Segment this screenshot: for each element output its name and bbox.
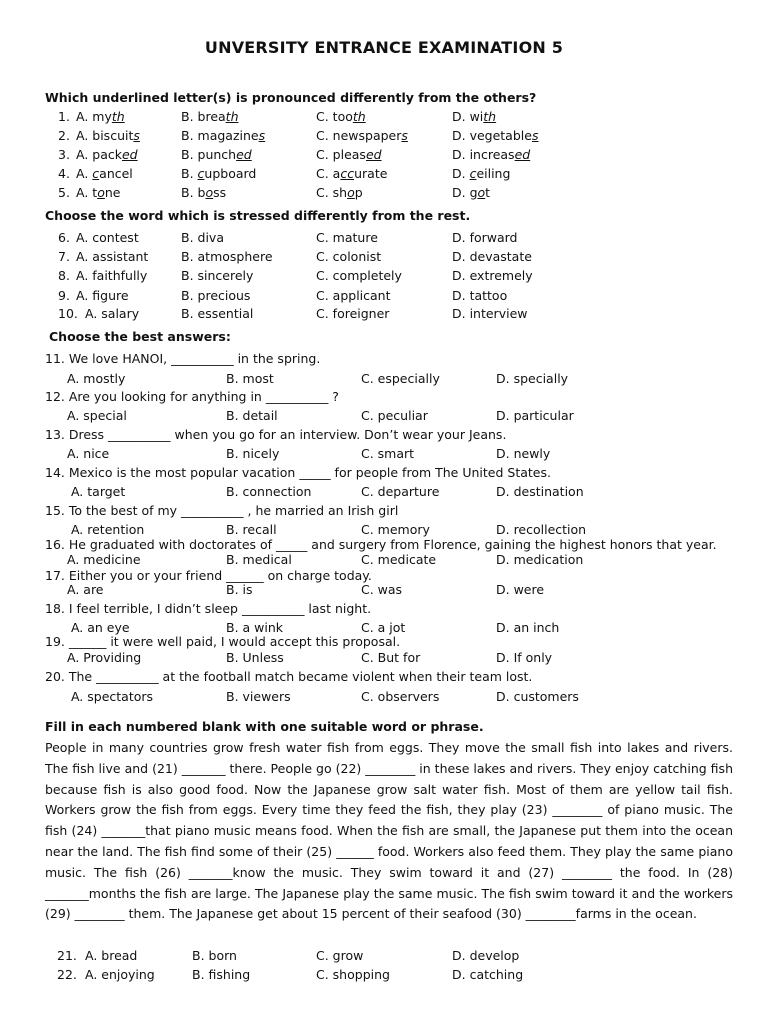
- answer-option: C. completely: [316, 268, 402, 283]
- answer-option: C. smart: [361, 446, 415, 461]
- answer-option: C. applicant: [316, 288, 391, 303]
- answer-option: [76, 185, 120, 200]
- answer-option: D. specially: [496, 371, 569, 386]
- answer-option: D. particular: [496, 408, 574, 423]
- underlined-letters: o: [347, 185, 355, 200]
- answer-option: B. recall: [226, 522, 277, 537]
- underlined-letters: cc: [340, 166, 355, 181]
- answer-option: B. diva: [181, 230, 224, 245]
- answer-option: C. peculiar: [361, 408, 428, 423]
- question-number: 5.: [58, 185, 70, 200]
- answer-option: D. catching: [452, 967, 524, 982]
- answer-option: D. tattoo: [452, 288, 508, 303]
- answer-option: A. salary: [85, 306, 140, 321]
- answer-option: [76, 147, 138, 162]
- answer-option: B. precious: [181, 288, 251, 303]
- question-number: 3.: [58, 147, 70, 162]
- answer-option: C. medicate: [361, 552, 437, 567]
- answer-option: A. assistant: [76, 249, 149, 264]
- question-text: 12. Are you looking for anything in __________ ?: [45, 389, 339, 404]
- underlined-letters: o: [205, 185, 214, 200]
- answer-row: [0, 484, 768, 502]
- answer-option: A. retention: [67, 522, 145, 537]
- underlined-letters: th: [111, 109, 125, 124]
- answer-option: C. memory: [361, 522, 430, 537]
- answer-option: B. sincerely: [181, 268, 254, 283]
- answer-option: [76, 109, 125, 124]
- answer-option: [181, 185, 226, 200]
- underlined-letters: s: [531, 128, 539, 143]
- answer-option: D. develop: [452, 948, 520, 963]
- option-text: A. my: [76, 109, 112, 124]
- answer-option: D. medication: [496, 552, 584, 567]
- underlined-letters: c: [197, 166, 205, 181]
- underlined-letters: o: [97, 185, 105, 200]
- question-text: 19. ______ it were well paid, I would accept this proposal.: [45, 634, 401, 649]
- question-row: [0, 230, 768, 248]
- option-text: upboard: [204, 166, 257, 181]
- answer-option: A. Providing: [67, 650, 142, 665]
- section-3-heading: Choose the best answers:: [49, 329, 231, 344]
- answer-option: D. devastate: [452, 249, 532, 264]
- answer-option: C. departure: [361, 484, 440, 499]
- answer-option: D. customers: [496, 689, 579, 704]
- option-text: t: [485, 185, 491, 200]
- question-number: 22.: [57, 967, 77, 982]
- answer-option: A. figure: [76, 288, 129, 303]
- answer-option: [181, 147, 252, 162]
- answer-option: B. medical: [226, 552, 292, 567]
- answer-option: A. bread: [85, 948, 138, 963]
- question-number: 7.: [58, 249, 70, 264]
- answer-option: C. foreigner: [316, 306, 390, 321]
- question-text: 17. Either you or your friend ______ on charge today.: [45, 568, 372, 583]
- question-text: 11. We love HANOI, __________ in the spring.: [45, 351, 321, 366]
- question-text: 16. He graduated with doctorates of _____ and surgery from Florence, gaining the highest honors that year.: [45, 537, 717, 552]
- answer-option: B. most: [226, 371, 274, 386]
- option-text: C. a: [316, 166, 341, 181]
- underlined-letters: s: [133, 128, 140, 143]
- section-2-heading: Choose the word which is stressed differently from the rest.: [45, 208, 471, 223]
- question-row: [0, 166, 768, 184]
- option-text: A. pack: [76, 147, 122, 162]
- option-text: C. newspaper: [316, 128, 402, 143]
- question-number: 21.: [57, 948, 77, 963]
- answer-option: A. mostly: [67, 371, 126, 386]
- answer-option: B. fishing: [192, 967, 251, 982]
- answer-row: [0, 446, 768, 464]
- underlined-letters: th: [483, 109, 497, 124]
- option-text: p: [354, 185, 363, 200]
- answer-option: [452, 128, 538, 143]
- option-text: D. increas: [452, 147, 515, 162]
- question-number: 4.: [58, 166, 70, 181]
- question-row: [0, 948, 768, 966]
- answer-option: [76, 128, 140, 143]
- answer-option: A. an eye: [67, 620, 130, 635]
- answer-option: D. interview: [452, 306, 528, 321]
- answer-row: [0, 689, 768, 707]
- underlined-letters: o: [477, 185, 486, 200]
- question-row: [0, 109, 768, 127]
- answer-option: A. medicine: [67, 552, 141, 567]
- underlined-letters: th: [225, 109, 239, 124]
- question-number: 8.: [58, 268, 70, 283]
- option-text: urate: [354, 166, 388, 181]
- answer-option: [316, 166, 387, 181]
- question-number: 10.: [58, 306, 78, 321]
- option-text: C. sh: [316, 185, 348, 200]
- question-number: 1.: [58, 109, 70, 124]
- answer-option: D. recollection: [496, 522, 587, 537]
- answer-option: [452, 166, 510, 181]
- answer-option: C. shopping: [316, 967, 390, 982]
- option-text: A. t: [76, 185, 98, 200]
- option-text: D. g: [452, 185, 478, 200]
- answer-option: C. especially: [361, 371, 440, 386]
- option-text: A.: [76, 166, 93, 181]
- answer-option: D. forward: [452, 230, 518, 245]
- answer-option: [181, 128, 265, 143]
- question-text: 14. Mexico is the most popular vacation _____ for people from The United States.: [45, 465, 551, 480]
- option-text: ss: [213, 185, 227, 200]
- section-1-heading: Which underlined letter(s) is pronounced differently from the others?: [45, 90, 537, 105]
- section-4-heading: Fill in each numbered blank with one suitable word or phrase.: [45, 719, 484, 734]
- option-text: C. pleas: [316, 147, 366, 162]
- question-row: [0, 185, 768, 203]
- question-row: [0, 147, 768, 165]
- answer-row: [0, 650, 768, 668]
- answer-row: [0, 582, 768, 600]
- answer-option: D. newly: [496, 446, 551, 461]
- question-text: 18. I feel terrible, I didn’t sleep __________ last night.: [45, 601, 372, 616]
- answer-option: D. extremely: [452, 268, 533, 283]
- option-text: eiling: [476, 166, 511, 181]
- underlined-letters: c: [92, 166, 100, 181]
- question-text: 13. Dress __________ when you go for an interview. Don’t wear your Jeans.: [45, 427, 507, 442]
- underlined-letters: th: [352, 109, 366, 124]
- answer-option: B. essential: [181, 306, 254, 321]
- option-text: ne: [104, 185, 121, 200]
- answer-option: A. spectators: [67, 689, 154, 704]
- answer-option: B. connection: [226, 484, 312, 499]
- answer-option: C. colonist: [316, 249, 382, 264]
- answer-option: B. atmosphere: [181, 249, 273, 264]
- answer-option: [452, 147, 530, 162]
- answer-option: C. was: [361, 582, 403, 597]
- answer-option: B. a wink: [226, 620, 284, 635]
- option-text: D.: [452, 166, 470, 181]
- answer-option: A. target: [67, 484, 126, 499]
- answer-option: B. born: [192, 948, 237, 963]
- question-number: 9.: [58, 288, 70, 303]
- answer-option: D. an inch: [496, 620, 560, 635]
- answer-option: C. mature: [316, 230, 378, 245]
- answer-option: D. If only: [496, 650, 553, 665]
- option-text: B.: [181, 166, 198, 181]
- question-row: [0, 249, 768, 267]
- answer-option: D. were: [496, 582, 545, 597]
- underlined-letters: ed: [365, 147, 382, 162]
- question-text: 20. The __________ at the football match became violent when their team lost.: [45, 669, 533, 684]
- question-number: 6.: [58, 230, 70, 245]
- option-text: D. vegetable: [452, 128, 532, 143]
- answer-option: A. special: [67, 408, 127, 423]
- option-text: D. wi: [452, 109, 484, 124]
- question-text: 15. To the best of my __________ , he married an Irish girl: [45, 503, 399, 518]
- answer-option: B. Unless: [226, 650, 284, 665]
- underlined-letters: c: [469, 166, 477, 181]
- answer-option: B. detail: [226, 408, 278, 423]
- option-text: A. biscuit: [76, 128, 134, 143]
- underlined-letters: s: [401, 128, 408, 143]
- question-row: [0, 128, 768, 146]
- answer-option: [316, 128, 408, 143]
- option-text: C. too: [316, 109, 353, 124]
- question-number: 2.: [58, 128, 70, 143]
- answer-option: [452, 185, 490, 200]
- answer-option: [316, 185, 363, 200]
- underlined-letters: ed: [514, 147, 531, 162]
- option-text: B. punch: [181, 147, 237, 162]
- answer-option: D. destination: [496, 484, 584, 499]
- underlined-letters: ed: [236, 147, 252, 162]
- answer-option: [452, 109, 496, 124]
- option-text: B. b: [181, 185, 206, 200]
- answer-option: C. a jot: [361, 620, 406, 635]
- answer-option: [76, 166, 133, 181]
- answer-option: A. are: [67, 582, 104, 597]
- question-row: [0, 967, 768, 985]
- exam-title: UNVERSITY ENTRANCE EXAMINATION 5: [204, 38, 564, 57]
- option-text: ancel: [99, 166, 133, 181]
- answer-option: [316, 109, 366, 124]
- underlined-letters: ed: [121, 147, 138, 162]
- answer-row: [0, 408, 768, 426]
- question-row: [0, 306, 768, 324]
- answer-option: B. viewers: [226, 689, 291, 704]
- answer-option: A. nice: [67, 446, 110, 461]
- underlined-letters: s: [258, 128, 266, 143]
- option-text: B. brea: [181, 109, 226, 124]
- answer-option: [181, 109, 239, 124]
- answer-option: [181, 166, 256, 181]
- answer-option: B. is: [226, 582, 253, 597]
- answer-option: C. grow: [316, 948, 364, 963]
- answer-option: A. contest: [76, 230, 139, 245]
- answer-row: [0, 371, 768, 389]
- question-row: [0, 288, 768, 306]
- reading-passage: People in many countries grow fresh water fish from eggs. They move the small fish into lakes and rivers. The fish live and (21) _______ there. People go (22) ________ in these lakes and rivers. They enjoy catching fish because fish is also good food. Now the Japanese grow salt water fish. Most of them are yellow tail fish. Workers grow the fish from eggs. Every time they feed the fish, they play (23) ________ of piano music. The fish (24) _______that piano music means food. When the fish are small, the Japanese put them into the ocean near the land. The fish find some of their (25) ______ food. Workers also feed them. They play the same piano music. The fish (26) _______know the music. They swim toward it and (27) ________ the food. In (28) _______months the fish are large. The Japanese play the same music. The fish swim toward it and the workers (29) ________ them. The Japanese get about 15 percent of their seafood (30) ________farms in the ocean.: [45, 740, 733, 922]
- answer-option: B. nicely: [226, 446, 280, 461]
- answer-option: C. But for: [361, 650, 421, 665]
- answer-option: A. faithfully: [76, 268, 148, 283]
- answer-option: C. observers: [361, 689, 440, 704]
- option-text: B. magazine: [181, 128, 259, 143]
- answer-option: A. enjoying: [85, 967, 155, 982]
- question-row: [0, 268, 768, 286]
- answer-option: [316, 147, 382, 162]
